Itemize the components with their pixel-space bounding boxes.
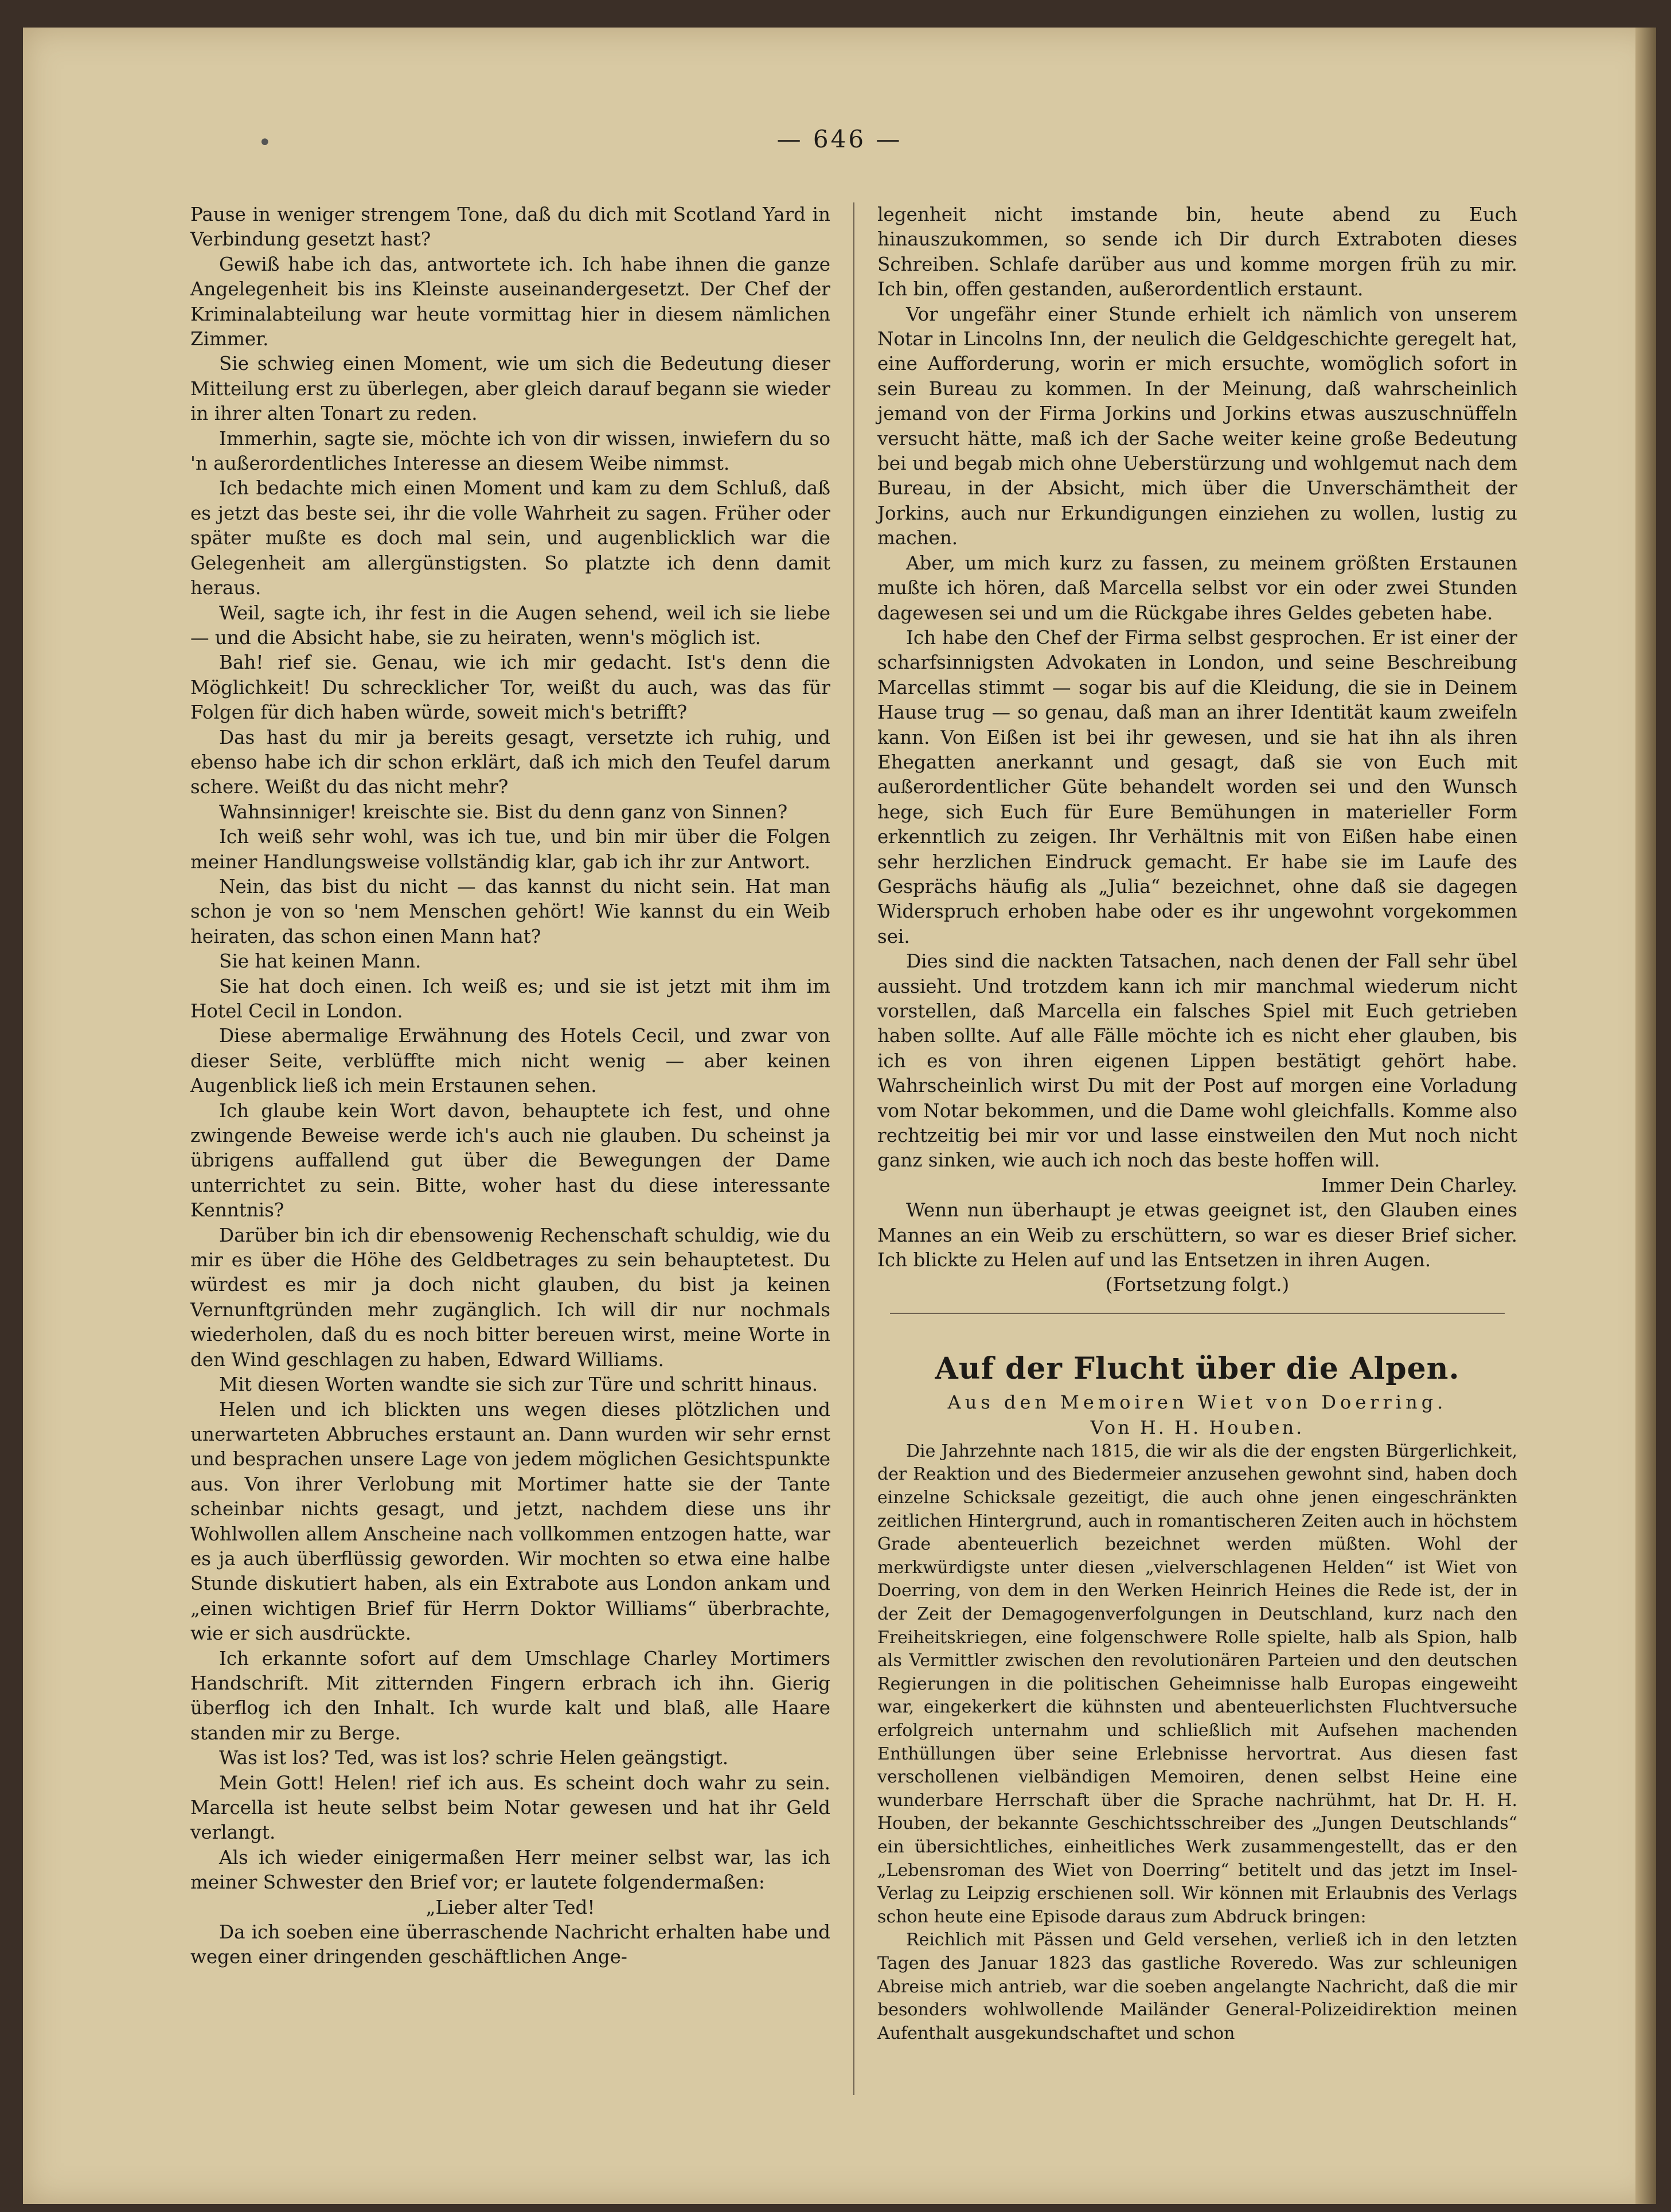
paragraph: Die Jahrzehnte nach 1815, die wir als die der engsten Bürgerlichkeit, der Reaktion und des Biedermeier anzusehen gewohnt sind, haben doch einzelne Schicksale gezeitigt, die auch ohne jenen eingeschränkten zeitlichen Hintergrund, auch in romantischeren Zeiten auch in höchstem Grade abenteuerlich bezeichnet werden müßten. Wohl der merkwürdigste unter diesen „vielverschlagenen Helden“ ist Wiet von Doerring, von dem in den Werken Heinrich Heines die Rede ist, der in der Zeit der Demagogenverfolgungen in Deutschland, kurz nach den Freiheitskriegen, eine folgenschwere Rolle spielte, halb als Spion, halb als Vermittler zwischen den revolutionären Parteien und den deutschen Regierungen in die politischen Geheimnisse halb Europas eingeweiht war, eingekerkert die kühnsten und abenteuerlichsten Fluchtversuche erfolgreich unternahm und schließlich mit Aufsehen machenden Enthüllungen über seine Erlebnisse hervortrat. Aus diesen fast verschollenen vielbändigen Memoiren, denen selbst Heine eine wunderbare Herrschaft über die Sprache nachrühmt, hat Dr. H. H. Houben, der bekannte Geschichtsschreiber des „Jungen Deutschlands“ ein übersichtliches, einheitliches Werk zusammengestellt, das er den „Lebensroman des Wiet von Doerring“ betitelt und das jetzt im Insel-Verlag zu Leipzig erschienen soll. Wir können mit Erlaubnis des Verlags schon heute eine Episode daraus zum Abdruck bringen: bbox=[877, 1441, 1517, 1927]
paragraph: Aber, um mich kurz zu fassen, zu meinem größten Erstaunen mußte ich hören, daß Marcella selbst vor ein oder zwei Stunden dagewesen sei und um die Rückgabe ihres Geldes gebeten habe. bbox=[877, 552, 1517, 624]
section-rule bbox=[890, 1313, 1504, 1314]
paragraph: Sie hat keinen Mann. bbox=[219, 950, 421, 973]
paragraph: Bah! rief sie. Genau, wie ich mir gedacht. Ist's denn die Möglichkeit! Du schrecklicher Tor, weißt du auch, was das für Folgen für dich haben würde, soweit mich's betrifft? bbox=[190, 651, 830, 724]
continuation-note: (Fortsetzung folgt.) bbox=[1105, 1274, 1290, 1296]
column-divider bbox=[853, 202, 854, 2095]
paragraph: Das hast du mir ja bereits gesagt, versetzte ich ruhig, und ebenso habe ich dir schon erklärt, daß ich mich den Teufel darum schere. Weißt du das nicht mehr? bbox=[190, 726, 830, 798]
ink-dot: • bbox=[258, 130, 272, 156]
paragraph: Mit diesen Worten wandte sie sich zur Türe und schritt hinaus. bbox=[219, 1374, 818, 1396]
paragraph: Mein Gott! Helen! rief ich aus. Es scheint doch wahr zu sein. Marcella ist heute selbst beim Notar gewesen und hat ihr Geld verlangt. bbox=[190, 1772, 830, 1844]
newspaper-page bbox=[23, 28, 1656, 2204]
paragraph: Wahnsinniger! kreischte sie. Bist du denn ganz von Sinnen? bbox=[219, 801, 788, 823]
paragraph: Pause in weniger strengem Tone, daß du dich mit Scotland Yard in Verbindung gesetzt hast? bbox=[190, 204, 830, 251]
paragraph: Ich weiß sehr wohl, was ich tue, und bin mir über die Folgen meiner Handlungsweise vollständig klar, gab ich ihr zur Antwort. bbox=[190, 826, 830, 873]
binding-edge bbox=[1635, 28, 1656, 2204]
paragraph: Weil, sagte ich, ihr fest in die Augen sehend, weil ich sie liebe — und die Absicht habe, sie zu heiraten, wenn's möglich ist. bbox=[190, 602, 830, 649]
article-author: Von H. H. Houben. bbox=[1090, 1416, 1305, 1438]
paragraph: Als ich wieder einigermaßen Herr meiner selbst war, las ich meiner Schwester den Brief vor; er lautete folgendermaßen: bbox=[190, 1846, 830, 1894]
left-column bbox=[190, 202, 830, 1970]
letter-signature: Immer Dein Charley. bbox=[1321, 1174, 1517, 1196]
article-body bbox=[877, 1440, 1517, 2045]
paragraph: Ich glaube kein Wort davon, behauptete ich fest, und ohne zwingende Beweise werde ich's auch nie glauben. Du scheinst ja übrigens auffallend gut über die Bewegungen der Dame unterrichtet zu sein. Bitte, woher hast du diese interessante Kenntnis? bbox=[190, 1099, 830, 1222]
paragraph: Da ich soeben eine überraschende Nachricht erhalten habe und wegen einer dringenden geschäftlichen Ange- bbox=[190, 1921, 830, 1968]
letter-salutation: „Lieber alter Ted! bbox=[425, 1896, 595, 1918]
paragraph: Dies sind die nackten Tatsachen, nach denen der Fall sehr übel aussieht. Und trotzdem kann ich mir manchmal wiederum nicht vorstellen, daß Marcella ein falsches Spiel mit Euch getrieben haben sollte. Auf alle Fälle möchte ich es nicht eher glauben, bis ich es von ihren eigenen Lippen bestätigt gehört habe. Wahrscheinlich wirst Du mit der Post auf morgen eine Vorladung vom Notar bekommen, und die Dame wohl gleichfalls. Komme also rechtzeitig bei mir vor und lasse einstweilen den Mut noch nicht ganz sinken, wie auch ich noch das beste hoffen will. bbox=[877, 950, 1517, 1172]
article-title: Auf der Flucht über die Alpen. bbox=[935, 1351, 1460, 1386]
paragraph: Gewiß habe ich das, antwortete ich. Ich habe ihnen die ganze Angelegenheit bis ins Kleinste auseinandergesetzt. Der Chef der Kriminalabteilung war heute vormittag hier in diesem nämlichen Zimmer. bbox=[190, 253, 830, 350]
paragraph: Immerhin, sagte sie, möchte ich von dir wissen, inwiefern du so 'n außerordentliches Interesse an diesem Weibe nimmst. bbox=[190, 427, 830, 475]
page-number: — 646 — bbox=[776, 125, 903, 153]
paragraph: Sie schwieg einen Moment, wie um sich die Bedeutung dieser Mitteilung erst zu überlegen, aber gleich darauf begann sie wieder in ihrer alten Tonart zu reden. bbox=[190, 353, 830, 425]
paragraph: Ich bedachte mich einen Moment und kam zu dem Schluß, daß es jetzt das beste sei, ihr die volle Wahrheit zu sagen. Früher oder später mußte es doch mal sein, und augenblicklich war die Gelegenheit am allergünstigsten. So platzte ich denn damit heraus. bbox=[190, 477, 830, 599]
paragraph: Vor ungefähr einer Stunde erhielt ich nämlich von unserem Notar in Lincolns Inn, der neulich die Geldgeschichte geregelt hat, eine Aufforderung, worin er mich ersuchte, womöglich sofort in sein Bureau zu kommen. In der Meinung, daß wahrscheinlich jemand von der Firma Jorkins und Jorkins etwas auszuschnüffeln versucht hätte, maß ich der Sache weiter keine große Bedeutung bei und begab mich ohne Ueberstürzung und wohlgemut nach dem Bureau, in der Absicht, mich über die Unverschämtheit der Jorkins, auch nur Erkundigungen einziehen zu wollen, lustig zu machen. bbox=[877, 303, 1517, 549]
paragraph: Darüber bin ich dir ebensowenig Rechenschaft schuldig, wie du mir es über die Höhe des Geldbetrages zu sein behauptetest. Du würdest es mir ja doch nicht glauben, du bist ja keinen Vernunftgründen mehr zugänglich. Ich will dir nur nochmals wiederholen, daß du es noch bitter bereuen wirst, meine Worte in den Wind geschlagen zu haben, Edward Williams. bbox=[190, 1224, 830, 1371]
paragraph: Helen und ich blickten uns wegen dieses plötzlichen und unerwarteten Abbruches erstaunt an. Dann wurden wir sehr ernst und besprachen unsere Lage von jedem möglichen Gesichtspunkte aus. Von ihrer Verlobung mit Mortimer hatte sie der Tante scheinbar nichts gesagt, und jetzt, nachdem diese uns ihr Wohlwollen allem Anscheine nach vollkommen entzogen hatte, war es ja auch überflüssig geworden. Wir mochten so etwa eine halbe Stunde diskutiert haben, als ein Extrabote aus London ankam und „einen wichtigen Brief für Herrn Doktor Williams“ überbrachte, wie er sich ausdrückte. bbox=[190, 1398, 830, 1645]
paragraph: Was ist los? Ted, was ist los? schrie Helen geängstigt. bbox=[219, 1747, 729, 1769]
paragraph: Wenn nun überhaupt je etwas geeignet ist, den Glauben eines Mannes an ein Weib zu erschüttern, so war es dieser Brief sicher. Ich blickte zu Helen auf und las Entsetzen in ihren Augen. bbox=[877, 1199, 1517, 1271]
paragraph: Diese abermalige Erwähnung des Hotels Cecil, und zwar von dieser Seite, verblüffte mich nicht wenig — aber keinen Augenblick ließ ich mein Erstaunen sehen. bbox=[190, 1025, 830, 1097]
right-column bbox=[877, 202, 1517, 2045]
article-subtitle: Aus den Memoiren Wiet von Doerring. bbox=[947, 1391, 1447, 1413]
paragraph: legenheit nicht imstande bin, heute abend zu Euch hinauszukommen, so sende ich Dir durch Extraboten dieses Schreiben. Schlafe darüber aus und komme morgen früh zu mir. Ich bin, offen gestanden, außerordentlich erstaunt. bbox=[877, 204, 1517, 301]
paragraph: Sie hat doch einen. Ich weiß es; und sie ist jetzt mit ihm im Hotel Cecil in London. bbox=[190, 975, 830, 1022]
paragraph: Reichlich mit Pässen und Geld versehen, verließ ich in den letzten Tagen des Januar 1823 das gastliche Roveredo. Was zur schleunigen Abreise mich antrieb, war die soeben angelangte Nachricht, daß die mir besonders wohlwollende Mailänder General-Polizeidirektion meinen Aufenthalt ausgekundschaftet und schon bbox=[877, 1930, 1517, 2043]
paragraph: Nein, das bist du nicht — das kannst du nicht sein. Hat man schon je von so 'nem Menschen gehört! Wie kannst du ein Weib heiraten, das schon einen Mann hat? bbox=[190, 875, 830, 947]
paragraph: Ich habe den Chef der Firma selbst gesprochen. Er ist einer der scharfsinnigsten Advokaten in London, und seine Beschreibung Marcellas stimmt — sogar bis auf die Kleidung, die sie in Deinem Hause trug — so genau, daß man an ihrer Identität kaum zweifeln kann. Von Eißen ist bei ihr gewesen, und sie hat ihn als ihren Ehegatten anerkannt und gesagt, daß sie von Euch mit außerordentlicher Güte behandelt worden sei und den Wunsch hege, sich Euch für Eure Bemühungen in materieller Form erkenntlich zu zeigen. Ihr Verhältnis mit von Eißen habe einen sehr herzlichen Eindruck gemacht. Er habe sie im Laufe des Gesprächs häufig als „Julia“ bezeichnet, ohne daß sie dagegen Widerspruch erhoben habe oder es ihr ungewohnt vorgekommen sei. bbox=[877, 626, 1517, 947]
paragraph: Ich erkannte sofort auf dem Umschlage Charley Mortimers Handschrift. Mit zitternden Fingern erbrach ich ihn. Gierig überflog ich den Inhalt. Ich wurde kalt und blaß, alle Haare standen mir zu Berge. bbox=[190, 1647, 830, 1744]
